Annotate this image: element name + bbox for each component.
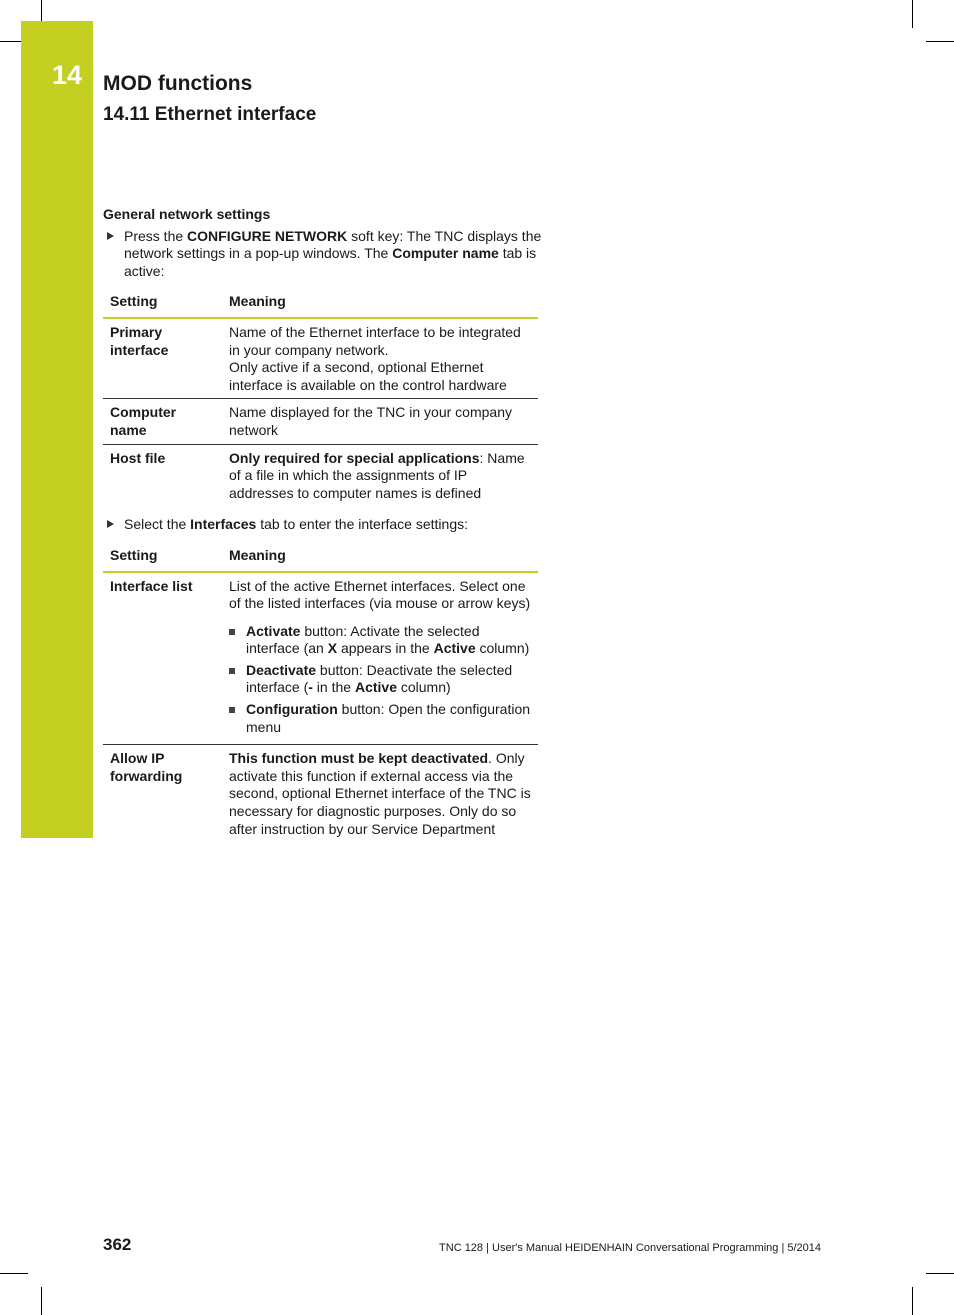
setting-name: Interface list	[110, 577, 193, 594]
table-header-row	[103, 542, 538, 572]
table-row	[103, 318, 538, 399]
chapter-title: MOD functions	[103, 72, 253, 95]
setting-meaning: Name of the Ethernet interface to be integrated in your company network. Only active if a second, optional Ethernet interface is available on the control hardware	[229, 323, 521, 393]
crop-mark	[41, 1287, 42, 1315]
crop-mark	[926, 41, 954, 42]
crop-mark	[912, 1287, 913, 1315]
table-row	[103, 399, 538, 444]
column-header-meaning: Meaning	[229, 546, 286, 563]
list-item: Configuration button: Open the configuration menu	[229, 701, 531, 736]
setting-meaning: List of the active Ethernet interfaces. Select one of the listed interfaces (via mouse or arrow keys) Activate button: Activate the selected interface (an X appears in the Active column) Deactivate button: Deactivate the selected interface (- in the Active column) Configuration button: Open the configuration menu	[229, 577, 531, 735]
column-header-setting: Setting	[110, 546, 158, 563]
triangle-bullet-icon	[107, 232, 114, 240]
table-row	[103, 745, 538, 842]
chapter-sidebar	[21, 21, 93, 838]
instruction-step: Press the CONFIGURE NETWORK soft key: The TNC displays the network settings in a pop-up windows. The Computer name tab is active:	[103, 228, 543, 281]
triangle-bullet-icon	[107, 520, 114, 528]
setting-name: Computer name	[110, 404, 177, 438]
setting-name: Allow IP forwarding	[110, 750, 183, 784]
setting-name: Host file	[110, 449, 166, 466]
list-item: Activate button: Activate the selected interface (an X appears in the Active column)	[229, 623, 531, 658]
setting-meaning: This function must be kept deactivated. Only activate this function if external access via the second, optional Ethernet interface of the TNC is necessary for diagnostic purposes. Only do so after instruction by our Service Department	[229, 750, 531, 837]
column-header-setting: Setting	[110, 293, 158, 310]
setting-name: Primary interface	[110, 323, 169, 358]
tab-name: Interfaces	[190, 516, 257, 533]
table-header-row	[103, 288, 538, 318]
page-content	[103, 206, 543, 852]
crop-mark	[41, 0, 42, 21]
setting-meaning: Name displayed for the TNC in your company network	[229, 404, 512, 438]
button-list	[229, 623, 531, 737]
table-row	[103, 572, 538, 745]
tab-name: Computer name	[392, 245, 499, 262]
column-header-meaning: Meaning	[229, 293, 286, 310]
crop-mark	[912, 0, 913, 28]
footer-text: TNC 128 | User's Manual HEIDENHAIN Conversational Programming | 5/2014	[439, 1242, 821, 1254]
chapter-number: 14	[52, 60, 83, 90]
table-row	[103, 444, 538, 506]
instruction-step: Select the Interfaces tab to enter the interface settings:	[103, 516, 543, 534]
list-item: Deactivate button: Deactivate the selected interface (- in the Active column)	[229, 662, 531, 697]
crop-mark	[0, 41, 21, 42]
softkey-name: CONFIGURE NETWORK	[187, 227, 348, 244]
interfaces-table	[103, 542, 538, 842]
setting-meaning: Only required for special applications: Name of a file in which the assignments of IP addresses to computer names is defined	[229, 449, 525, 501]
page-number: 362	[103, 1235, 132, 1254]
crop-mark	[0, 1273, 28, 1274]
subsection-title: General network settings	[103, 206, 271, 222]
settings-table	[103, 288, 538, 506]
section-title: 14.11 Ethernet interface	[103, 104, 317, 125]
crop-mark	[926, 1273, 954, 1274]
